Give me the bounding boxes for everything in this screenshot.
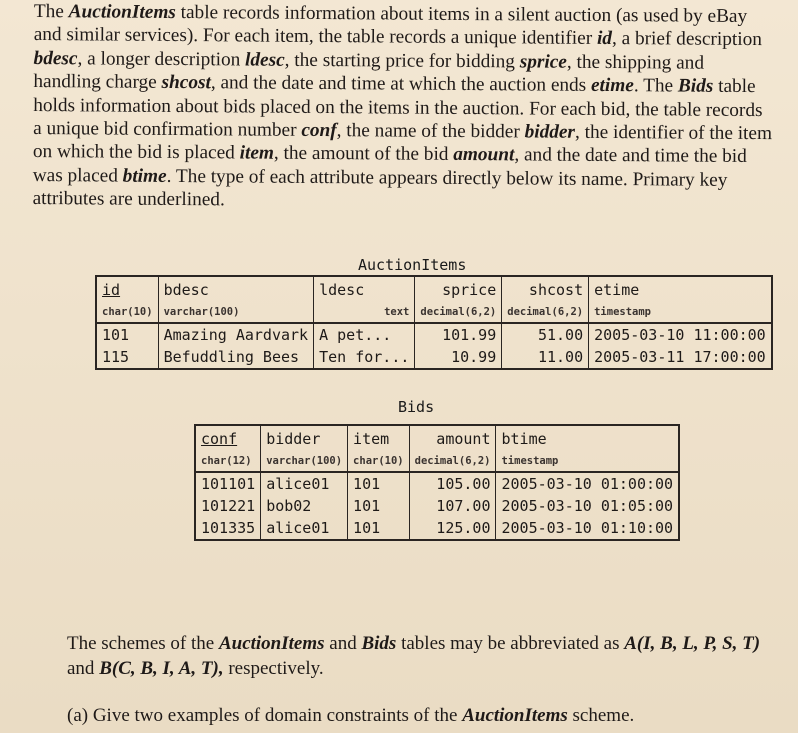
- table-name: Bids: [361, 633, 397, 654]
- auctionitems-table: [95, 275, 773, 370]
- table-row: [96, 323, 772, 346]
- column-type: decimal(6,2): [502, 302, 589, 323]
- attr-name: sprice: [519, 51, 567, 73]
- table-cell: Ten for...: [314, 346, 415, 369]
- table-row: [96, 346, 772, 369]
- column-type: text: [314, 302, 415, 323]
- text: , the shipping and handling charge: [33, 51, 705, 94]
- column-type: char(10): [348, 451, 410, 472]
- table-cell: alice01: [261, 517, 348, 540]
- table-cell: 101335: [195, 517, 261, 540]
- table-name: AuctionItems: [68, 1, 176, 23]
- table-cell: 2005-03-10 11:00:00: [594, 326, 766, 344]
- table-cell: 101221: [195, 495, 261, 517]
- question-a: [67, 703, 787, 728]
- table-cell: 11.00: [502, 346, 589, 369]
- bids-table: [194, 424, 680, 541]
- auctionitems-caption: AuctionItems: [358, 256, 467, 274]
- column-type: char(10): [96, 302, 158, 323]
- table-cell: Befuddling Bees: [158, 346, 314, 369]
- table-cell: 101: [348, 472, 410, 495]
- table-cell: Amazing Aardvark: [158, 323, 314, 346]
- column-header: ldesc: [314, 276, 415, 302]
- table-cell: alice01: [261, 472, 348, 495]
- column-type: varchar(100): [158, 302, 314, 323]
- column-type: char(12): [195, 451, 261, 472]
- column-header: sprice: [415, 276, 502, 302]
- column-type: decimal(6,2): [409, 451, 496, 472]
- column-header: amount: [409, 425, 496, 451]
- type-row: [96, 302, 772, 323]
- scheme-formula: A(I, B, L, P, S, T): [624, 633, 761, 654]
- text: , a brief description: [611, 28, 762, 51]
- table-row: [195, 472, 679, 495]
- table-cell: 101: [348, 517, 410, 540]
- table-cell: 125.00: [409, 517, 496, 540]
- text: The: [33, 0, 69, 23]
- table-cell: 101: [96, 323, 158, 346]
- attr-name: btime: [122, 165, 167, 187]
- table-name: Bids: [677, 75, 714, 97]
- table-cell: 101.99: [415, 323, 502, 346]
- text: , the amount of the bid: [273, 143, 454, 166]
- text: scheme.: [567, 705, 635, 726]
- text: , the name of the bidder: [336, 120, 525, 143]
- bids-caption: Bids: [398, 398, 435, 416]
- column-type: decimal(6,2): [415, 302, 502, 323]
- table-name: AuctionItems: [218, 633, 325, 654]
- table-cell: A pet...: [314, 323, 415, 346]
- column-header: bdesc: [158, 276, 314, 302]
- table-cell: 2005-03-10 01:10:00: [501, 519, 674, 537]
- attr-name: etime: [590, 75, 634, 97]
- attr-name: amount: [453, 144, 515, 166]
- text: (a) Give two examples of domain constraints of the: [67, 705, 463, 726]
- column-type: timestamp: [589, 302, 772, 323]
- column-header: id: [96, 276, 158, 302]
- table-cell: 107.00: [409, 495, 496, 517]
- column-header: shcost: [502, 276, 589, 302]
- attr-name: ldesc: [245, 49, 285, 71]
- table-cell: 2005-03-10 01:00:00: [501, 475, 674, 493]
- text: and: [324, 633, 362, 654]
- type-row: [195, 451, 679, 472]
- table-cell: 105.00: [409, 472, 496, 495]
- intro-paragraph: [33, 0, 774, 216]
- table-cell: 101: [348, 495, 410, 517]
- table-name: AuctionItems: [462, 705, 568, 726]
- table-cell: 2005-03-11 17:00:00: [594, 348, 766, 366]
- text: . The: [633, 75, 679, 97]
- column-header: btime: [501, 429, 547, 448]
- table-row: [195, 495, 679, 517]
- table-cell: 101101: [195, 472, 261, 495]
- text: tables may be abbreviated as: [396, 633, 625, 654]
- attr-name: item: [239, 142, 274, 165]
- text: , the identifier of the item on which the bid is placed: [32, 121, 773, 164]
- column-type: varchar(100): [261, 451, 348, 472]
- column-header: etime: [594, 280, 640, 299]
- text: The schemes of the: [67, 633, 219, 654]
- text: table holds information about bids placed on the items in the auction. For each bid, the table records a unique bid confirmation number: [33, 75, 763, 141]
- table-cell: 51.00: [502, 323, 589, 346]
- attr-name: id: [596, 28, 613, 50]
- header-row: [195, 425, 679, 451]
- table-cell: bob02: [261, 495, 348, 517]
- text: and: [67, 658, 100, 679]
- column-header: conf: [195, 425, 261, 451]
- text: , and the date and time at which the auction ends: [210, 72, 592, 97]
- table-row: [195, 517, 679, 540]
- attr-name: bdesc: [33, 47, 78, 70]
- attr-name: conf: [301, 119, 337, 142]
- table-cell: 115: [96, 346, 158, 369]
- column-header: bidder: [261, 425, 348, 451]
- text: respectively.: [223, 658, 324, 679]
- attr-name: shcost: [161, 72, 211, 94]
- attr-name: bidder: [524, 121, 576, 143]
- text: . The type of each attribute appears directly below its name. Primary key attributes are underlined.: [32, 165, 728, 211]
- table-cell: 10.99: [415, 346, 502, 369]
- scheme-formula: B(C, B, I, A, T),: [99, 658, 224, 679]
- text: table records information about items in a silent auction (as used by eBay and similar services). For each item, the table records a unique identifier: [33, 1, 748, 50]
- table-cell: 2005-03-10 01:05:00: [501, 497, 674, 515]
- column-type: timestamp: [496, 451, 679, 472]
- header-row: [96, 276, 772, 302]
- text: , and the date and time the bid was placed: [32, 144, 747, 187]
- schemes-paragraph: [67, 631, 787, 681]
- column-header: item: [348, 425, 410, 451]
- text: , a longer description: [77, 48, 246, 71]
- text: , the starting price for bidding: [284, 49, 520, 73]
